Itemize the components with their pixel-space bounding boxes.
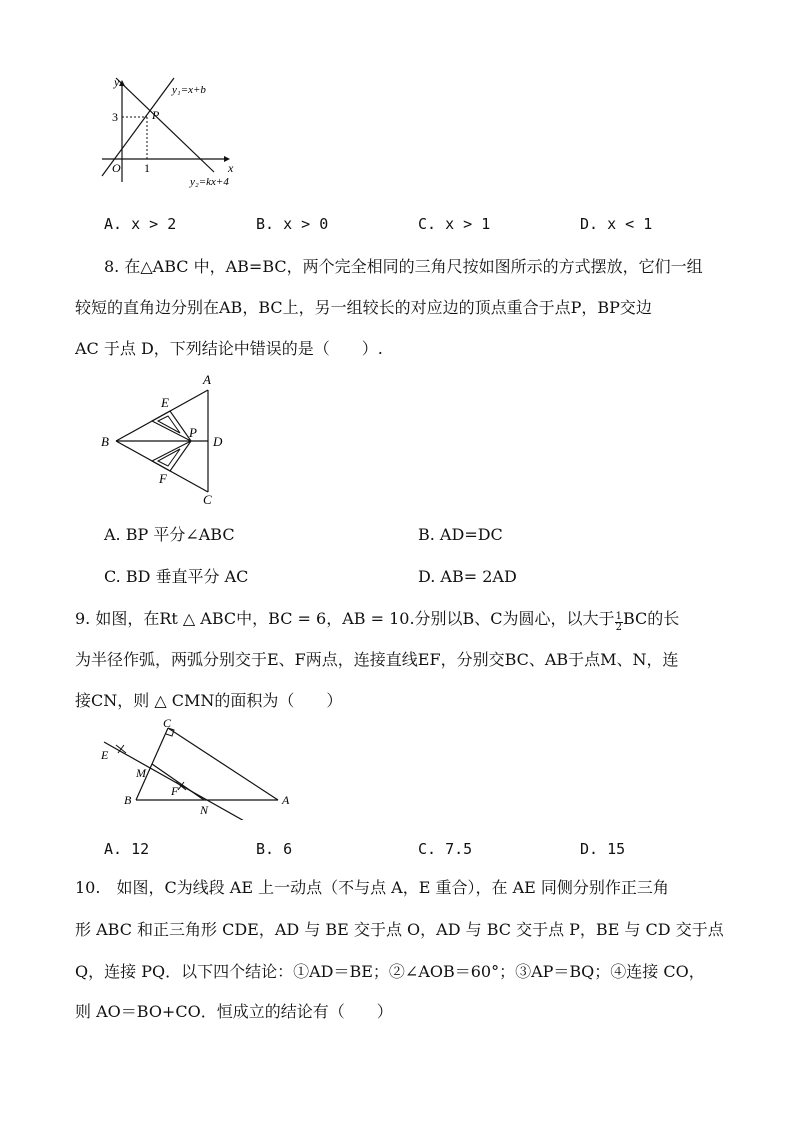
q9-label-f: F [171,784,179,798]
q10-text-line3: Q，连接 PQ．以下四个结论：①AD＝BE；②∠AOB＝60°；③AP＝BQ；④连接 CO， [75,962,705,981]
q8-option-c[interactable]: C. BD 垂直平分 AC [104,567,249,586]
q8-text-line1: 8. 在△ABC 中，AB=BC，两个完全相同的三角尺按如图所示的方式摆放，它们一组 [104,257,703,276]
q9-option-d[interactable]: D. 15 [580,840,626,858]
q8-text-line2: 较短的直角边分别在AB，BC上，另一组较长的对应边的顶点重合于点P，BP交边 [75,298,652,317]
q9-text-line1-part2: BC的长 [622,609,680,628]
q9-label-a: A [282,793,290,807]
q8-label-b: B [101,434,109,449]
line1-label: y₁=x+b [172,84,206,96]
q9-option-a[interactable]: A. 12 [104,840,150,858]
q10-text-line1: 10. 如图，C为线段 AE 上一动点（不与点 A，E 重合），在 AE 同侧分别作正三角 [75,878,669,897]
q8-option-d[interactable]: D. AB= 2AD [418,567,517,586]
q8-label-p: P [189,425,197,440]
q9-text-line1-part1: 9. 如图，在Rt △ ABC中，BC = 6，AB = 10.分别以B、C为圆心，以大于 [75,609,615,628]
origin-label: O [112,161,121,175]
q9-text-line3: 接CN，则 △ CMN的面积为（ ） [75,691,343,710]
x-axis-label: x [228,161,234,175]
q7-option-a[interactable]: A. x > 2 [104,215,177,233]
q9-label-m: M [136,766,146,780]
q9-option-c[interactable]: C. 7.5 [418,840,473,858]
x-tick-label: 1 [144,161,150,175]
q7-option-d[interactable]: D. x < 1 [580,215,653,233]
q8-label-e: E [161,395,169,410]
q10-text-line4: 则 AO＝BO+CO．恒成立的结论有（ ） [75,1002,393,1021]
q7-option-b[interactable]: B. x > 0 [256,215,329,233]
q8-option-a[interactable]: A. BP 平分∠ABC [104,525,235,544]
q8-text-line3: AC 于点 D，下列结论中错误的是（ ）. [75,339,383,358]
q9-frac-den: 2 [615,621,622,633]
q9-label-c: C [163,718,172,730]
q8-label-f: F [159,471,167,486]
point-p-label: P [152,108,160,122]
q9-fraction [615,612,623,633]
q9-label-e: E [101,748,109,762]
y-tick-label: 3 [112,110,118,124]
q9-option-b[interactable]: B. 6 [256,840,293,858]
q9-frac-num: 1 [615,610,622,622]
y-axis-label: y [114,75,120,89]
q8-option-b[interactable]: B. AD=DC [418,525,503,544]
q7-option-c[interactable]: C. x > 1 [418,215,491,233]
q7-graph [96,72,256,194]
q9-text-line2: 为半径作弧，两弧分别交于E、F两点，连接直线EF，分别交BC、AB于点M、N，连 [75,650,679,669]
q8-label-c: C [203,492,212,507]
line2-label: y₂=kx+4 [190,176,229,188]
q9-text-line1 [75,609,679,633]
q8-label-d: D [213,434,223,449]
q8-figure [96,370,236,510]
q9-figure [96,718,296,820]
q9-label-n: N [200,803,209,817]
q9-label-b: B [124,793,132,807]
q10-text-line2: 形 ABC 和正三角形 CDE，AD 与 BE 交于点 O，AD 与 BC 交于点 P，BE 与 CD 交于点 [75,920,724,939]
q8-label-a: A [203,372,211,387]
